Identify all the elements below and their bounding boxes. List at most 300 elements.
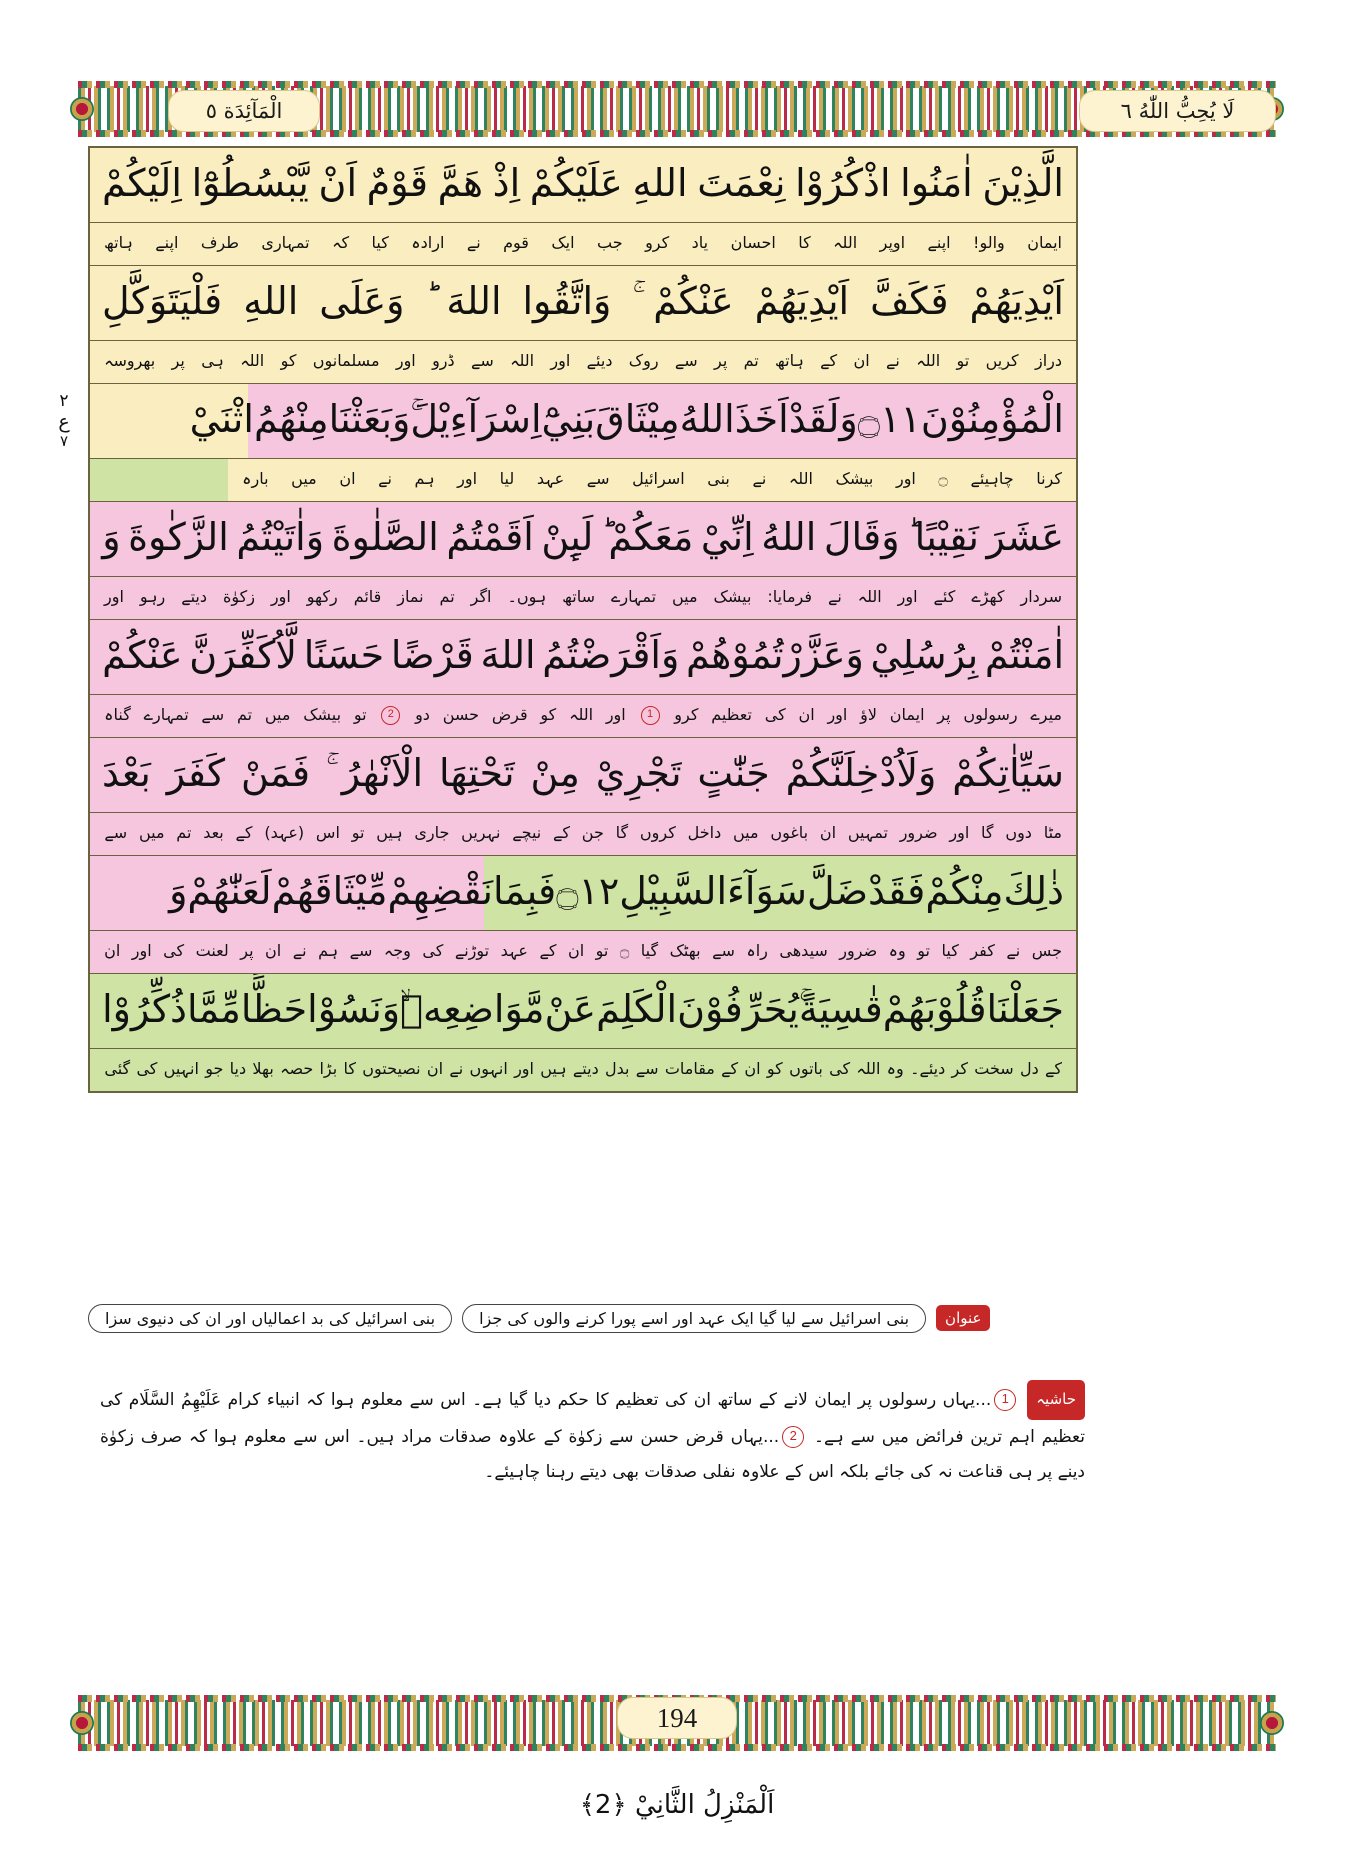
word: اَيْدِيَهُمْ	[754, 278, 850, 323]
word: عَنْكُمْ	[102, 632, 183, 677]
word: اور	[605, 705, 626, 724]
translation-accent-fill	[90, 459, 228, 501]
urdu-translation-text	[90, 1049, 1076, 1091]
word: سخت	[974, 1059, 1014, 1078]
word: ہاتھ	[104, 233, 133, 252]
word: ہم	[414, 469, 435, 488]
topic-row	[88, 1300, 1078, 1336]
word: سے	[470, 351, 494, 370]
word: ان	[744, 1059, 761, 1078]
word: لعنت	[195, 941, 229, 960]
word: اور	[104, 587, 124, 606]
word: سے	[586, 469, 610, 488]
translation-row-line6	[90, 813, 1076, 856]
word: کیا	[371, 233, 389, 252]
word: اس	[315, 823, 340, 842]
word: مسلمانوں	[312, 351, 380, 370]
word: نصیحتوں	[362, 1059, 421, 1078]
word: بیشک	[835, 469, 874, 488]
word: الَّذِيْنَ	[982, 160, 1064, 205]
word: اپنے	[927, 233, 951, 252]
word: نے	[1006, 941, 1021, 960]
page-number: 194	[656, 1702, 698, 1733]
word: چاہیئے	[970, 469, 1014, 488]
juz-name-box	[1079, 90, 1276, 132]
word: بنی	[707, 469, 730, 488]
word: بعد	[203, 823, 224, 842]
word: دیا	[229, 1059, 247, 1078]
word: حَسَنًا	[303, 632, 385, 677]
word: کرو	[645, 233, 670, 252]
word: مَعَكُمْ	[608, 514, 694, 559]
word: ان	[339, 469, 356, 488]
word: بَعْدَ	[102, 750, 151, 795]
word: اسرائیل	[632, 469, 685, 488]
word: کا	[343, 1059, 356, 1078]
word: اور	[270, 587, 291, 606]
word: اور	[457, 469, 478, 488]
urdu-translation-text	[90, 577, 1076, 619]
word: تمہارے	[610, 587, 657, 606]
word: کیا	[941, 941, 959, 960]
word: جو	[205, 1059, 224, 1078]
word: وَعَزَّرْتُمُوْهُمْ	[686, 632, 864, 677]
word: تمہارے	[143, 705, 189, 724]
word: وَنَسُوْا	[307, 986, 401, 1031]
word: جَنّٰتٍ	[697, 750, 770, 795]
word: کہ	[332, 233, 350, 252]
word: اِنِّيْ	[700, 514, 754, 559]
word: اَخَذَ	[734, 396, 789, 441]
word: دو	[415, 705, 430, 724]
word: وَاتَّقُوا	[522, 278, 612, 323]
word: وہ	[886, 1059, 904, 1078]
word: اللہ	[916, 351, 941, 370]
word: يَّبْسُطُوْٓا	[191, 160, 309, 205]
word: سے	[674, 351, 698, 370]
word: بارہ	[242, 469, 269, 488]
word: تم	[743, 351, 759, 370]
word: ہم	[318, 941, 339, 960]
word: سَوَآءَ	[727, 868, 807, 913]
arabic-verse-text	[90, 266, 1076, 340]
word: کے	[539, 941, 557, 960]
urdu-translation-text	[90, 695, 1076, 737]
word: کے	[820, 351, 838, 370]
word: اللهِ	[632, 160, 688, 205]
word: تمہیں	[847, 823, 888, 842]
word: السَّبِيْلِ	[619, 868, 728, 913]
topic-pill-1: بنی اسرائیل سے لیا گیا ایک عہد اور اسے پورا کرنے والوں کی جزا	[462, 1304, 926, 1333]
manzil-label: اَلْمَنْزِلُ الثَّانِيْ ﴿2﴾	[579, 1790, 775, 1820]
word: الصَّلٰوةَ	[331, 514, 439, 559]
word: مَّوَاضِعِهٖ	[400, 986, 545, 1031]
word: ان	[104, 941, 121, 960]
word: بیشک	[303, 705, 342, 724]
word: اٰمَنْتُمْ	[984, 632, 1064, 677]
word: اور	[550, 351, 571, 370]
word: وَلَقَدْ	[788, 396, 858, 441]
word: دراز	[1034, 351, 1062, 370]
ruku-count: ٧	[59, 432, 69, 451]
word: کی	[422, 941, 444, 960]
word: وَ	[102, 514, 121, 559]
urdu-translation-text	[90, 813, 1076, 855]
word: میں	[291, 469, 317, 488]
word: انہیں	[163, 1059, 199, 1078]
word: اذْكُرُوْا	[795, 160, 891, 205]
word: کی	[829, 1059, 851, 1078]
word: کرو	[674, 705, 699, 724]
word: نِعْمَتَ	[697, 160, 786, 205]
word: نَقِيْبًا	[914, 514, 979, 559]
translation-row-split	[90, 459, 1076, 501]
word: وہ	[888, 941, 906, 960]
word: سیدھی	[779, 941, 828, 960]
word: ہی	[201, 351, 224, 370]
word: اور	[897, 587, 918, 606]
word: اِلَيْكُمْ	[102, 160, 182, 205]
word: ان	[567, 941, 585, 960]
arabic-verse-text	[90, 974, 1076, 1048]
arabic-verse-text	[90, 502, 1076, 576]
word: اللہ	[240, 351, 265, 370]
footnote-block	[100, 1380, 1085, 1491]
word: اللهُ	[761, 514, 817, 559]
arabic-verse-text	[90, 620, 1076, 694]
translation-row-line1	[90, 223, 1076, 266]
word: ضَلَّ	[806, 868, 868, 913]
word: لَّاُكَفِّرَنَّ	[189, 632, 298, 677]
word: کرنا	[1036, 469, 1062, 488]
word: الزَّكٰوةَ	[128, 514, 229, 559]
word: سے	[635, 1059, 659, 1078]
word: احسان	[730, 233, 776, 252]
word: باتوں	[789, 1059, 823, 1078]
word: وَ	[169, 868, 188, 913]
word: قٰسِيَةً	[798, 986, 883, 1031]
word: عَشَرَ	[986, 514, 1064, 559]
word: تَجْرِيْ	[595, 750, 682, 795]
hashiya-tag: حاشیہ	[1027, 1380, 1085, 1420]
word: پر	[240, 941, 254, 960]
word: اور	[949, 823, 970, 842]
word: کا	[798, 233, 811, 252]
footnote-text-2: ...یہاں قرض حسن سے زکوٰة کے علاوہ صدقات مراد ہیں۔ اس سے معلوم ہوا کہ صرف زکوٰة دینے پر ہی قناعت نہ کی جائے بلکہ اس کے علاوہ نفلی صدقات بھی دیتے رہنا چاہیئے۔	[100, 1426, 1085, 1483]
urdu-translation-text	[90, 931, 1076, 973]
translation-row-line5	[90, 695, 1076, 738]
word: بڑا	[319, 1059, 338, 1078]
surah-name-label: الْمَآئِدَة ٥	[205, 99, 283, 123]
word: ہیں	[376, 823, 403, 842]
word: توڑنے	[454, 941, 490, 960]
urdu-translation-text	[228, 459, 1076, 501]
word: مِنْ	[530, 750, 580, 795]
word: دوں	[1005, 823, 1032, 842]
word: زکوٰة	[222, 587, 255, 606]
word: عَنْ	[544, 986, 597, 1031]
word: اَيْدِيَهُمْ	[969, 278, 1064, 323]
word: کئے	[933, 587, 956, 606]
word: حسن	[442, 705, 480, 724]
word: ایمان	[889, 705, 925, 724]
translation-row-line8	[90, 1049, 1076, 1091]
urdu-translation-text	[90, 223, 1076, 265]
word: اور	[514, 1059, 534, 1078]
word: اللهَ	[446, 278, 502, 323]
word: ۝١١	[857, 396, 921, 441]
word: کی	[136, 1059, 158, 1078]
verse-row-line6	[90, 738, 1076, 813]
ruku-marker	[46, 392, 82, 451]
word: کے	[721, 1059, 739, 1078]
word: کو	[280, 351, 297, 370]
translation-row-line3	[90, 459, 1076, 502]
word: مِنْكُمْ	[925, 868, 1004, 913]
word: نماز	[397, 587, 424, 606]
word: ارادہ	[411, 233, 445, 252]
word: مقامات	[664, 1059, 715, 1078]
word: کروں	[639, 823, 676, 842]
word: لاؤ	[860, 705, 877, 724]
juz-name-label: لَا يُحِبُّ اللّٰهُ ٦	[1120, 99, 1235, 123]
word: ساتھ	[562, 587, 596, 606]
word: جس	[1031, 941, 1062, 960]
word: جن	[581, 823, 604, 842]
word: دیتے	[572, 1059, 599, 1078]
word: تعظیم	[711, 705, 752, 724]
word: اِذْ	[492, 160, 521, 205]
page-number-box	[617, 1697, 737, 1739]
word: کفر	[970, 941, 995, 960]
word: نے	[378, 469, 392, 488]
footnote-text-1: ...یہاں رسولوں پر ایمان لانے کے ساتھ ان کی تعظیم کا حکم دیا گیا ہے۔ اس سے معلوم ہوا کہ انبیاء کرام عَلَیْهِمُ السَّلَام کی تعظیم اہم ترین فرائض میں سے ہے۔	[100, 1389, 1085, 1447]
ruku-number: ٢	[59, 391, 69, 411]
word: وجہ	[383, 941, 411, 960]
word: سَيِّاٰتِكُمْ	[952, 750, 1064, 795]
word: قُلُوْبَهُمْ	[882, 986, 987, 1031]
word: دیئے	[586, 351, 613, 370]
word: تو	[595, 941, 609, 960]
word: نے	[886, 351, 900, 370]
word: کریں	[985, 351, 1019, 370]
word: مِيْثَاقَ	[595, 396, 680, 441]
word: اگر	[470, 587, 492, 606]
word: گا	[615, 823, 629, 842]
word: جب	[597, 233, 623, 252]
word: كَفَرَ	[166, 750, 226, 795]
word: ان	[819, 823, 837, 842]
word: گئی	[104, 1059, 131, 1078]
word: والو!	[973, 233, 1005, 252]
word: میرے	[1030, 705, 1062, 724]
word: ہیں	[540, 1059, 567, 1078]
word: راہ	[746, 941, 768, 960]
word: اللہ	[857, 587, 882, 606]
word: مٹا	[1043, 823, 1062, 842]
word: تم	[236, 705, 253, 724]
word: الْاَنْهٰرُ	[341, 750, 424, 795]
word: اور	[395, 351, 416, 370]
word: کر	[951, 1059, 968, 1078]
word: اوپر	[879, 233, 906, 252]
word: نے	[292, 941, 307, 960]
word: ضرور	[899, 823, 938, 842]
word: میں	[264, 705, 291, 724]
word: ذٰلِكَ	[1003, 868, 1064, 913]
word: سردار	[1020, 587, 1062, 606]
word: ہاتھ	[775, 351, 804, 370]
word: ڈرو	[432, 351, 455, 370]
word: ۝	[938, 469, 948, 488]
word: یاد	[691, 233, 709, 252]
word: اثْنَيْ	[189, 396, 254, 441]
word: عَلَيْكُمْ	[529, 160, 623, 205]
arabic-verse-text	[90, 738, 1076, 812]
word: اللهُ	[679, 396, 735, 441]
word: باغوں	[770, 823, 809, 842]
word: قوم	[503, 233, 529, 252]
word: کو	[540, 705, 557, 724]
verse-row-line5	[90, 620, 1076, 695]
word: مِنْهُمُ	[253, 396, 329, 441]
word: بھروسہ	[104, 351, 156, 370]
word: میں	[138, 823, 165, 842]
word: اللہ	[788, 469, 813, 488]
word: اللہ	[569, 705, 594, 724]
word: الْكَلِمَ	[596, 986, 678, 1031]
word: وَاَقْرَضْتُمُ	[542, 632, 680, 677]
word: ضرور	[839, 941, 878, 960]
word: بھٹک	[669, 941, 701, 960]
word: اِسْرَآءِيْلَ	[410, 396, 542, 441]
word: ۝١٢	[556, 868, 620, 913]
footnote-marker-1[interactable]: 1	[994, 1389, 1016, 1411]
word: کو	[766, 1059, 783, 1078]
word: دیئے۔	[910, 1059, 946, 1078]
word: قَوْمٌ	[366, 160, 428, 205]
word: الْمُؤْمِنُوْنَ	[920, 396, 1064, 441]
urdu-translation-text	[90, 341, 1076, 383]
word: میں	[671, 587, 698, 606]
word: اور	[895, 469, 916, 488]
word: تو	[917, 941, 930, 960]
word: پر	[937, 705, 951, 724]
word: تمہاری	[261, 233, 310, 252]
footnote-marker-2[interactable]: 2	[782, 1426, 804, 1448]
word: هَمَّ	[437, 160, 483, 205]
word: تَحْتِهَا	[438, 750, 515, 795]
word: اللہ	[833, 233, 858, 252]
word: اللهَ	[480, 632, 536, 677]
word: ان	[798, 705, 815, 724]
word: قائم	[353, 587, 382, 606]
word: روک	[628, 351, 659, 370]
word: بھلا	[252, 1059, 274, 1078]
word: قَرْضًا	[390, 632, 474, 677]
word: اللهِ	[243, 278, 299, 323]
word: اللہ	[510, 351, 535, 370]
word: کے	[1045, 1059, 1062, 1078]
word: سے	[712, 941, 735, 960]
word: وَلَاُدْخِلَنَّكُمْ	[785, 750, 937, 795]
word: پر	[713, 351, 728, 370]
surah-name-box	[168, 90, 320, 132]
quran-text-frame	[88, 146, 1078, 1093]
word: جاری	[414, 823, 450, 842]
word: تو	[956, 351, 970, 370]
word: گیا	[640, 941, 659, 960]
word: فَبِمَا	[493, 868, 557, 913]
word: گناہ	[104, 705, 131, 724]
arabic-verse-text	[189, 384, 1076, 458]
verse-row-line1	[90, 148, 1076, 223]
word: اپنے	[155, 233, 179, 252]
word: ہوں۔	[507, 587, 547, 606]
verse-row-line7	[90, 856, 1076, 931]
word: اَقَمْتُمُ	[446, 514, 534, 559]
word: ایک	[551, 233, 575, 252]
word: يُحَرِّفُوْنَ	[677, 986, 799, 1031]
word: کے	[553, 823, 570, 842]
word: ان	[426, 1059, 444, 1078]
footnote-ref-1[interactable]: 1	[641, 706, 660, 725]
word: نے	[752, 469, 767, 488]
word: لَعَنّٰهُمْ	[187, 868, 272, 913]
arabic-verse-text	[169, 856, 1076, 930]
word: حصہ	[280, 1059, 314, 1078]
word: (عہد)	[264, 823, 305, 842]
word: دیتے	[181, 587, 207, 606]
verse-row-line4	[90, 502, 1076, 577]
word: سے	[104, 823, 128, 842]
unwan-tag: عنوان	[936, 1305, 990, 1331]
word: تم	[439, 587, 455, 606]
word: تو	[353, 705, 367, 724]
word: عہد	[500, 941, 528, 960]
word: کی	[163, 941, 185, 960]
word: قرض	[491, 705, 528, 724]
word: اور	[131, 941, 152, 960]
word: انہوں	[469, 1059, 508, 1078]
word: لیا	[499, 469, 515, 488]
word: کی	[764, 705, 786, 724]
word: نَقْضِهِمْ	[387, 868, 494, 913]
word: فَلْيَتَوَكَّلِ	[102, 278, 223, 323]
word: اَنْ	[318, 160, 358, 205]
word: تو	[351, 823, 365, 842]
word: داخل	[687, 823, 722, 842]
word: عہد	[536, 469, 565, 488]
word: بیشک	[713, 587, 752, 606]
word: اللہ	[856, 1059, 881, 1078]
translation-row-line2	[90, 341, 1076, 384]
translation-row-line7	[90, 931, 1076, 974]
word: تم	[176, 823, 192, 842]
word: رسولوں	[963, 705, 1018, 724]
footnote-ref-2[interactable]: 2	[381, 706, 400, 725]
word: بدل	[604, 1059, 630, 1078]
verse-row-line3	[90, 384, 1076, 459]
ornament-cap-bottom-left	[70, 1711, 94, 1735]
word: ذُكِّرُوْا	[102, 986, 187, 1031]
word: بِرُسُلِيْ	[870, 632, 979, 677]
word: نہریں	[461, 823, 501, 842]
word: لَىِٕنْ	[541, 514, 594, 559]
word: وَقَالَ	[823, 514, 900, 559]
word: سے	[201, 705, 225, 724]
verse-row-split	[90, 384, 1076, 458]
